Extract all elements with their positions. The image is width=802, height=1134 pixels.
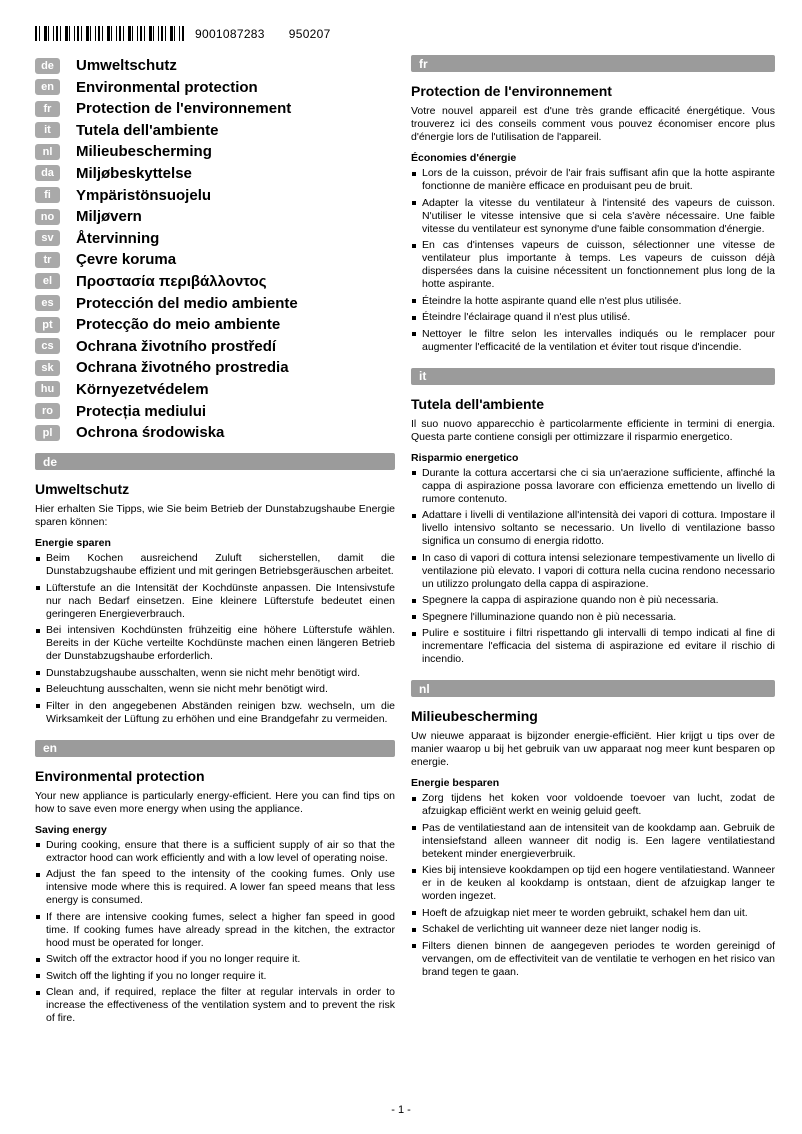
section-intro: Uw nieuwe apparaat is bijzonder energie-efficiënt. Hier krijgt u tips over de manier waarop u bij het gebruik van uw apparaat nog meer kunt besparen op energie. (411, 730, 775, 768)
language-code-badge: it (35, 122, 60, 138)
bullet-item (35, 953, 395, 966)
bullet-text: Éteindre la hotte aspirante quand elle n'est plus utilisée. (422, 294, 682, 307)
bullet-item (411, 923, 775, 936)
bullet-text: Lüfterstufe an die Intensität der Kochdünste anpassen. Die Intensivstufe nur nach Bedarf einsetzen. Eine kleinere Lüfterstufe bedeutet einen geringeren Energieverbrauch. (46, 581, 395, 620)
bullet-text: Kies bij intensieve kookdampen op tijd een hogere ventilatiestand. Wanneer er in de keuken al kookdamp is ontstaan, dient de afzuigkap langer te worden ingezet. (422, 864, 775, 902)
language-code-badge: fr (35, 101, 60, 117)
language-index-item (35, 379, 395, 400)
language-title: Ochrana životního prostředí (76, 337, 277, 355)
bullet-text: Switch off the lighting if you no longer require it. (46, 969, 267, 982)
bullet-item (411, 295, 775, 308)
language-index-item (35, 357, 395, 378)
bullet-text: Beim Kochen ausreichend Zuluft sicherstellen, damit die Dunstabzugshaube effizient und mit geringen Betriebsgeräuschen arbeitet. (46, 552, 395, 578)
language-code-badge: sk (35, 360, 60, 376)
bullet-item (35, 624, 395, 663)
bullet-list (411, 792, 775, 979)
language-index-item (35, 206, 395, 227)
language-title: Miljøbeskyttelse (76, 164, 192, 182)
section-subheading: Energie sparen (35, 537, 111, 550)
language-code-badge: el (35, 273, 60, 289)
bullet-text: Lors de la cuisson, prévoir de l'air frais suffisant afin que la hotte aspirante fonctionne de manière efficace en produisant peu de bruit. (422, 167, 775, 192)
language-index-item (35, 120, 395, 141)
language-code-badge: en (35, 79, 60, 95)
bullet-text: In caso di vapori di cottura intensi selezionare tempestivamente un livello di ventilazione più elevato. I vapori di cottura nella cucina rendono necessario un utilizzo prolungato della cappa di aspirazione. (422, 551, 775, 590)
bullet-text: Dunstabzugshaube ausschalten, wenn sie nicht mehr benötigt wird. (46, 666, 361, 679)
section-subheading: Saving energy (35, 823, 107, 836)
bullet-item (35, 667, 395, 680)
bullet-item (411, 328, 775, 354)
bullet-text: Switch off the extractor hood if you no longer require it. (46, 953, 301, 966)
language-section (411, 368, 775, 667)
bullet-list (35, 839, 395, 1026)
bullet-text: Pas de ventilatiestand aan de intensiteit van de kookdamp aan. Gebruik de intensiefstand alleen wanneer dit nodig is. Een lagere ventilatiestand betekent minder energieverbruik. (422, 821, 775, 860)
barcode-number: 9001087283 (195, 26, 265, 41)
language-index-item (35, 336, 395, 357)
section-title: Environmental protection (35, 767, 205, 784)
language-title: Umweltschutz (76, 57, 177, 74)
language-index-item (35, 141, 395, 162)
section-language-banner: de (35, 453, 395, 470)
bullet-text: Nettoyer le filtre selon les intervalles indiqués ou le remplacer pour augmenter l'efficacité de la ventilation et éviter tout risque d'incendie. (422, 327, 775, 353)
bullet-item (411, 907, 775, 920)
bullet-item (35, 970, 395, 983)
language-index (35, 55, 395, 443)
language-index-item (35, 293, 395, 314)
bullet-text: Bei intensiven Kochdünsten frühzeitig eine höhere Lüfterstufe wählen. Bereits in der Küche verteilte Kochdünste machen einen längeren Betrieb der Dunstabzugshaube erforderlich. (46, 624, 395, 663)
bullet-text: Hoeft de afzuigkap niet meer te worden gebruikt, schakel hem dan uit. (422, 906, 748, 919)
bullet-text: Durante la cottura accertarsi che ci sia un'aerazione sufficiente, affinché la cappa di aspirazione possa lavorare con efficienza emettendo un livello di rumore contenuto. (422, 466, 775, 505)
section-intro: Your new appliance is particularly energy-efficient. Here you can find tips on how to save even more energy when using the appliance. (35, 789, 395, 815)
language-title: Milieubescherming (76, 143, 212, 161)
language-code-badge: es (35, 295, 60, 311)
bullet-item (35, 552, 395, 578)
language-title: Protection de l'environnement (76, 100, 292, 118)
bullet-text: Filter in den angegebenen Abständen reinigen bzw. wechseln, um die Wirksamkeit der Lüftung zu erhöhen und eine Brandgefahr zu vermeiden. (46, 699, 395, 725)
language-section (35, 740, 395, 1026)
language-title: Protecția mediului (76, 402, 207, 420)
language-index-item (35, 422, 395, 443)
section-intro: Il suo nuovo apparecchio è particolarmente efficiente in termini di energia. Questa parte contiene consigli per ottimizzare il risparmio energetico. (411, 417, 775, 443)
section-title: Milieubescherming (411, 708, 538, 724)
bullet-item (35, 868, 395, 907)
language-index-item (35, 401, 395, 422)
language-code-badge: tr (35, 252, 60, 268)
document-code: 950207 (288, 26, 331, 41)
bullet-list (411, 467, 775, 667)
language-index-item (35, 163, 395, 184)
language-title: Környezetvédelem (76, 380, 209, 398)
bullet-list (35, 552, 395, 726)
left-column (35, 55, 395, 1029)
language-code-badge: ro (35, 403, 60, 419)
bullet-item (411, 239, 775, 291)
bullet-text: Spegnere l'illuminazione quando non è più necessaria. (422, 610, 677, 623)
section-title: Umweltschutz (35, 481, 130, 498)
language-title: Återvinning (76, 229, 160, 247)
bullet-text: Spegnere la cappa di aspirazione quando non è più necessaria. (422, 594, 719, 606)
barcode-graphic (35, 26, 185, 41)
section-language-banner: en (35, 740, 395, 757)
section-intro: Hier erhalten Sie Tipps, wie Sie beim Betrieb der Dunstabzugshaube Energie sparen können: (35, 503, 395, 529)
language-code-badge: sv (35, 230, 60, 246)
language-code-badge: da (35, 165, 60, 181)
language-index-item (35, 228, 395, 249)
bullet-list (411, 167, 775, 354)
language-title: Protecção do meio ambiente (76, 316, 281, 334)
language-title: Çevre koruma (76, 251, 177, 269)
language-code-badge: fi (35, 187, 60, 203)
language-title: Miljøvern (76, 208, 142, 226)
language-index-item (35, 77, 395, 98)
bullet-text: During cooking, ensure that there is a sufficient supply of air so that the extractor hood can work efficiently and with a low level of operating noise. (46, 838, 395, 864)
bullet-item (411, 311, 775, 324)
bullet-item (411, 940, 775, 979)
bullet-text: If there are intensive cooking fumes, select a higher fan speed in good time. If cooking fumes have already spread in the kitchen, the extractor hood must be operated for longer. (46, 910, 395, 949)
bullet-item (411, 627, 775, 666)
bullet-text: Adjust the fan speed to the intensity of the cooking fumes. Only use intensive mode where this is required. A lower fan speed means that less energy is consumed. (46, 868, 395, 907)
language-section (411, 680, 775, 979)
bullet-item (411, 467, 775, 506)
bullet-item (411, 197, 775, 236)
language-code-badge: nl (35, 144, 60, 160)
bullet-item (411, 594, 775, 607)
bullet-item (35, 582, 395, 621)
bullet-item (411, 864, 775, 903)
sections-left (35, 453, 395, 1025)
bullet-text: Adapter la vitesse du ventilateur à l'intensité des vapeurs de cuisson. N'utiliser le vitesse intensive que si cela s'avère nécessaire. Une faible vitesse du ventilateur est synonyme d'une faible consommation d'énergie. (422, 196, 775, 235)
language-index-item (35, 98, 395, 119)
language-title: Environmental protection (76, 78, 258, 96)
language-title: Προστασία περιβάλλοντος (76, 272, 267, 290)
language-section (411, 55, 775, 354)
language-code-badge: hu (35, 381, 60, 397)
bullet-item (411, 822, 775, 861)
bullet-text: En cas d'intenses vapeurs de cuisson, sélectionner une vitesse de ventilateur plus importante à temps. Les vapeurs de cuisson déjà dispersées dans la cuisine nécessitent un fonctionnement plus long de la hotte aspirante. (422, 239, 775, 290)
language-title: Ochrona środowiska (76, 424, 225, 442)
language-index-item (35, 271, 395, 292)
language-index-item (35, 185, 395, 206)
bullet-item (411, 509, 775, 548)
section-title: Protection de l'environnement (411, 83, 612, 99)
language-index-item (35, 249, 395, 270)
section-intro: Votre nouvel appareil est d'une très grande efficacité énergétique. Vous trouverez ici des conseils comment vous pouvez économiser encore plus d'énergie lors de l'utilisation de l'appareil. (411, 105, 775, 143)
bullet-item (35, 839, 395, 865)
sections-right (411, 55, 775, 979)
content-columns (35, 55, 775, 1029)
language-section (35, 453, 395, 726)
bullet-item (411, 611, 775, 624)
language-title: Ochrana životného prostredia (76, 359, 289, 377)
language-title: Ympäristönsuojelu (76, 186, 212, 204)
section-subheading: Energie besparen (411, 777, 500, 789)
language-index-item (35, 55, 395, 76)
language-code-badge: pt (35, 317, 60, 333)
section-subheading: Risparmio energetico (411, 451, 519, 464)
bullet-item (411, 552, 775, 591)
page-number: - 1 - (391, 1104, 411, 1116)
bullet-item (411, 167, 775, 193)
bullet-item (35, 986, 395, 1025)
bullet-item (411, 792, 775, 818)
language-index-item (35, 314, 395, 335)
bullet-item (35, 683, 395, 696)
bullet-text: Adattare i livelli di ventilazione all'intensità dei vapori di cottura. Impostare il livello intensivo soltanto se necessario. Un livello di ventilazione basso significa un consumo di energia ridotto. (422, 509, 775, 547)
section-subheading: Économies d'énergie (411, 152, 517, 164)
bullet-text: Beleuchtung ausschalten, wenn sie nicht mehr benötigt wird. (46, 683, 328, 696)
section-language-banner: nl (411, 680, 775, 697)
bullet-text: Filters dienen binnen de aangegeven periodes te worden gereinigd of vervangen, om de effectiviteit van de ventilatie te verhogen en het risico van brand tegen te gaan. (422, 939, 775, 978)
language-title: Protección del medio ambiente (76, 294, 298, 312)
language-code-badge: de (35, 58, 60, 74)
bullet-item (35, 700, 395, 726)
language-code-badge: pl (35, 425, 60, 441)
barcode-row (35, 26, 331, 41)
language-title: Tutela dell'ambiente (76, 121, 219, 139)
bullet-text: Éteindre l'éclairage quand il n'est plus utilisé. (422, 311, 631, 323)
bullet-text: Schakel de verlichting uit wanneer deze niet langer nodig is. (422, 923, 702, 935)
bullet-item (35, 911, 395, 950)
section-language-banner: fr (411, 55, 775, 72)
bullet-text: Clean and, if required, replace the filter at regular intervals in order to increase the effectiveness of the ventilation system and to prevent the risk of fire. (46, 986, 395, 1025)
section-language-banner: it (411, 368, 775, 385)
bullet-text: Zorg tijdens het koken voor voldoende toevoer van lucht, zodat de afzuigkap efficiënt werkt en weinig geluid geeft. (422, 792, 775, 817)
language-code-badge: no (35, 209, 60, 225)
language-code-badge: cs (35, 338, 60, 354)
bullet-text: Pulire e sostituire i filtri rispettando gli intervalli di tempo indicati al fine di incrementare l'efficacia del sistema di aspirazione ed evitare il rischio di incendio. (422, 627, 775, 665)
right-column (411, 55, 775, 1029)
section-title: Tutela dell'ambiente (411, 395, 544, 412)
